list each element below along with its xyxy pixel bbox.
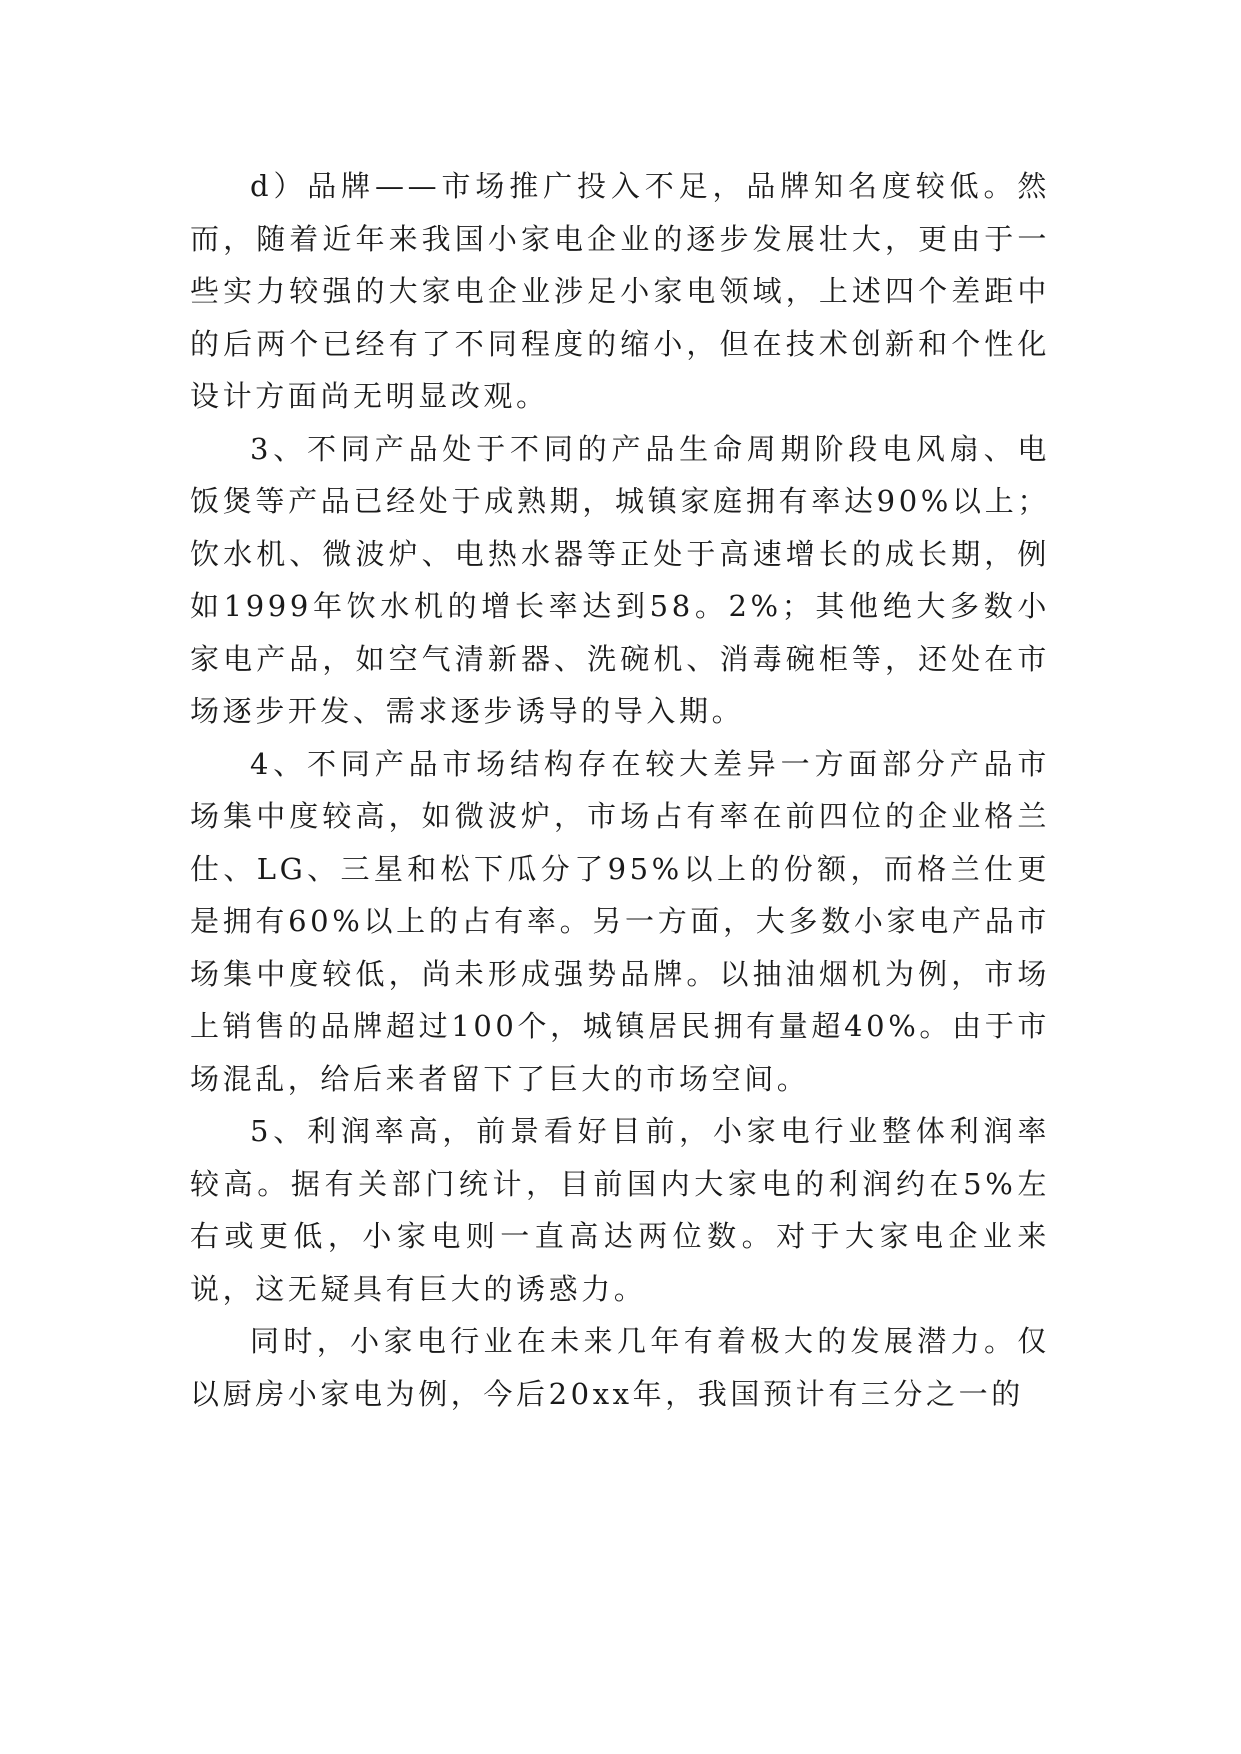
paragraph-3-lifecycle: 3、不同产品处于不同的产品生命周期阶段电风扇、电饭煲等产品已经处于成熟期，城镇家庭拥有率达90%以上；饮水机、微波炉、电热水器等正处于高速增长的成长期，例如1999年饮水机的增长率达到58。2%；其他绝大多数小家电产品，如空气清新器、洗碗机、消毒碗柜等，还处在市场逐步开发、需求逐步诱导的导入期。 <box>190 431 1050 728</box>
paragraph-5-profit: 5、利润率高，前景看好目前，小家电行业整体利润率较高。据有关部门统计，目前国内大家电的利润约在5%左右或更低，小家电则一直高达两位数。对于大家电企业来说，这无疑具有巨大的诱惑力。 <box>190 1114 1050 1306</box>
document-body <box>190 160 1050 1420</box>
paragraph-4-market-structure: 4、不同产品市场结构存在较大差异一方面部分产品市场集中度较高，如微波炉，市场占有率在前四位的企业格兰仕、LG、三星和松下瓜分了95%以上的份额，而格兰仕更是拥有60%以上的占有率。另一方面，大多数小家电产品市场集中度较低，尚未形成强势品牌。以抽油烟机为例，市场上销售的品牌超过100个，城镇居民拥有量超40%。由于市场混乱，给后来者留下了巨大的市场空间。 <box>190 746 1050 1096</box>
paragraph-potential: 同时，小家电行业在未来几年有着极大的发展潜力。仅以厨房小家电为例，今后20xx年，我国预计有三分之一的 <box>190 1324 1050 1411</box>
paragraph-brand: d）品牌——市场推广投入不足，品牌知名度较低。然而，随着近年来我国小家电企业的逐步发展壮大，更由于一些实力较强的大家电企业涉足小家电领域，上述四个差距中的后两个已经有了不同程度的缩小，但在技术创新和个性化设计方面尚无明显改观。 <box>190 169 1050 413</box>
